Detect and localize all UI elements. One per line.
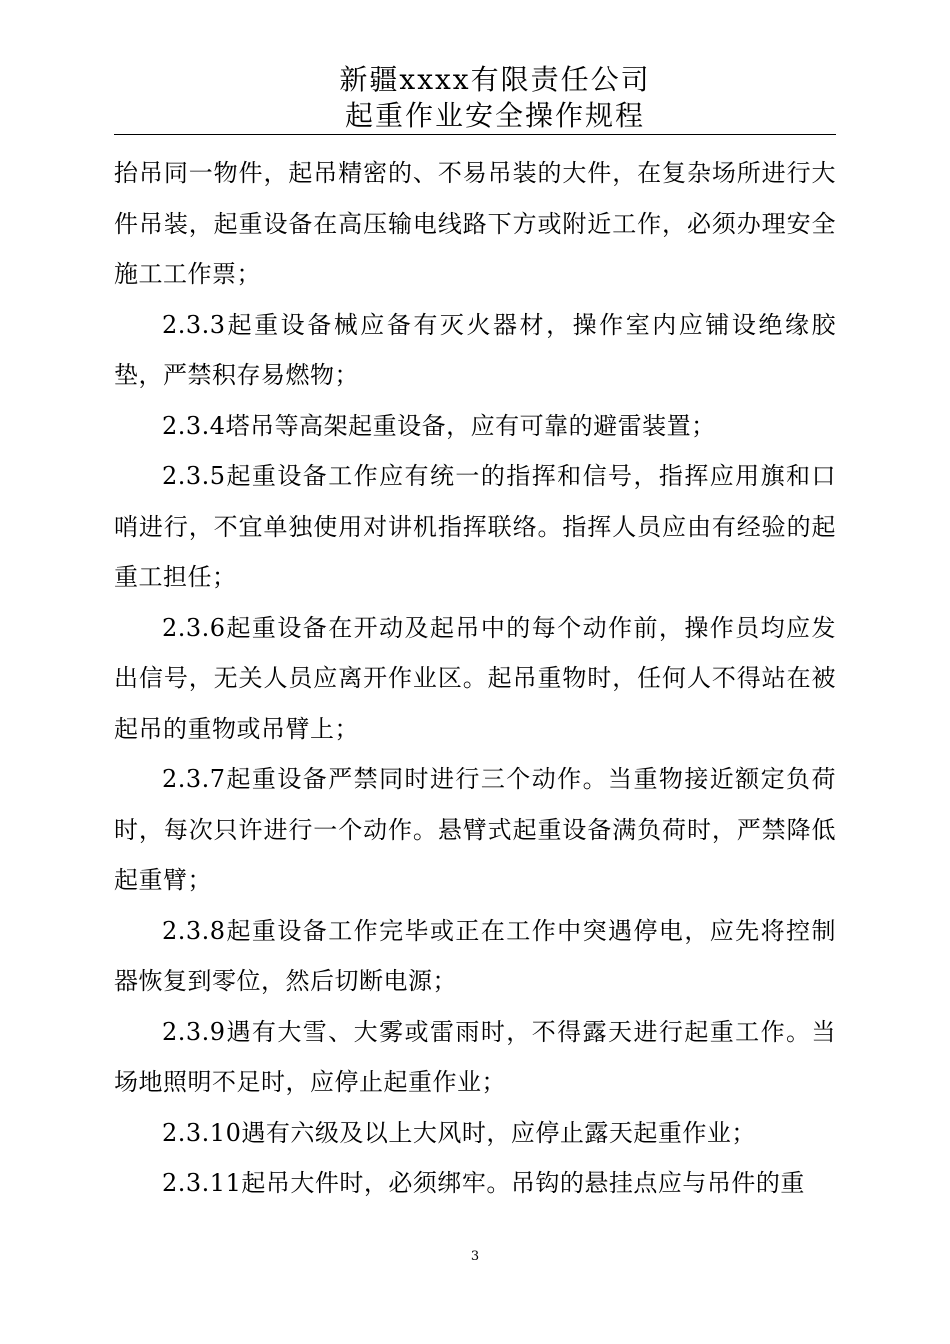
- page-header: [114, 62, 836, 134]
- paragraph-2-3-7: 2.3.7起重设备严禁同时进行三个动作。当重物接近额定负荷时，每次只许进行一个动作。悬臂式起重设备满负荷时，严禁降低起重臂；: [114, 765, 836, 894]
- header-divider: [114, 134, 836, 135]
- paragraph-2-3-10: 2.3.10遇有六级及以上大风时，应停止露天起重作业；: [162, 1118, 756, 1147]
- paragraph-2-3-11: 2.3.11起吊大件时，必须绑牢。吊钩的悬挂点应与吊件的重: [162, 1169, 805, 1197]
- page-number: 3: [470, 1249, 480, 1264]
- paragraph-2-3-6: 2.3.6起重设备在开动及起吊中的每个动作前，操作员均应发出信号，无关人员应离开作业区。起吊重物时，任何人不得站在被起吊的重物或吊臂上；: [114, 613, 836, 743]
- paragraph-continuation: 抬吊同一物件，起吊精密的、不易吊装的大件，在复杂场所进行大件吊装，起重设备在高压输电线路下方或附近工作，必须办理安全施工工作票；: [114, 159, 836, 288]
- paragraph-2-3-4: 2.3.4塔吊等高架起重设备，应有可靠的避雷装置；: [162, 411, 716, 440]
- paragraph-2-3-8: 2.3.8起重设备工作完毕或正在工作中突遇停电，应先将控制器恢复到零位，然后切断电源；: [114, 916, 836, 995]
- document-body: [114, 148, 836, 1209]
- paragraph-2-3-9: 2.3.9遇有大雪、大雾或雷雨时，不得露天进行起重工作。当场地照明不足时，应停止起重作业；: [114, 1017, 836, 1096]
- header-document-title: 起重作业安全操作规程: [344, 99, 645, 132]
- paragraph-2-3-3: 2.3.3起重设备械应备有灭火器材，操作室内应铺设绝缘胶垫，严禁积存易燃物；: [114, 310, 836, 389]
- paragraph-2-3-5: 2.3.5起重设备工作应有统一的指挥和信号，指挥应用旗和口哨进行，不宜单独使用对讲机指挥联络。指挥人员应由有经验的起重工担任；: [114, 462, 836, 591]
- header-company-name: 新疆xxxx有限责任公司: [339, 63, 651, 96]
